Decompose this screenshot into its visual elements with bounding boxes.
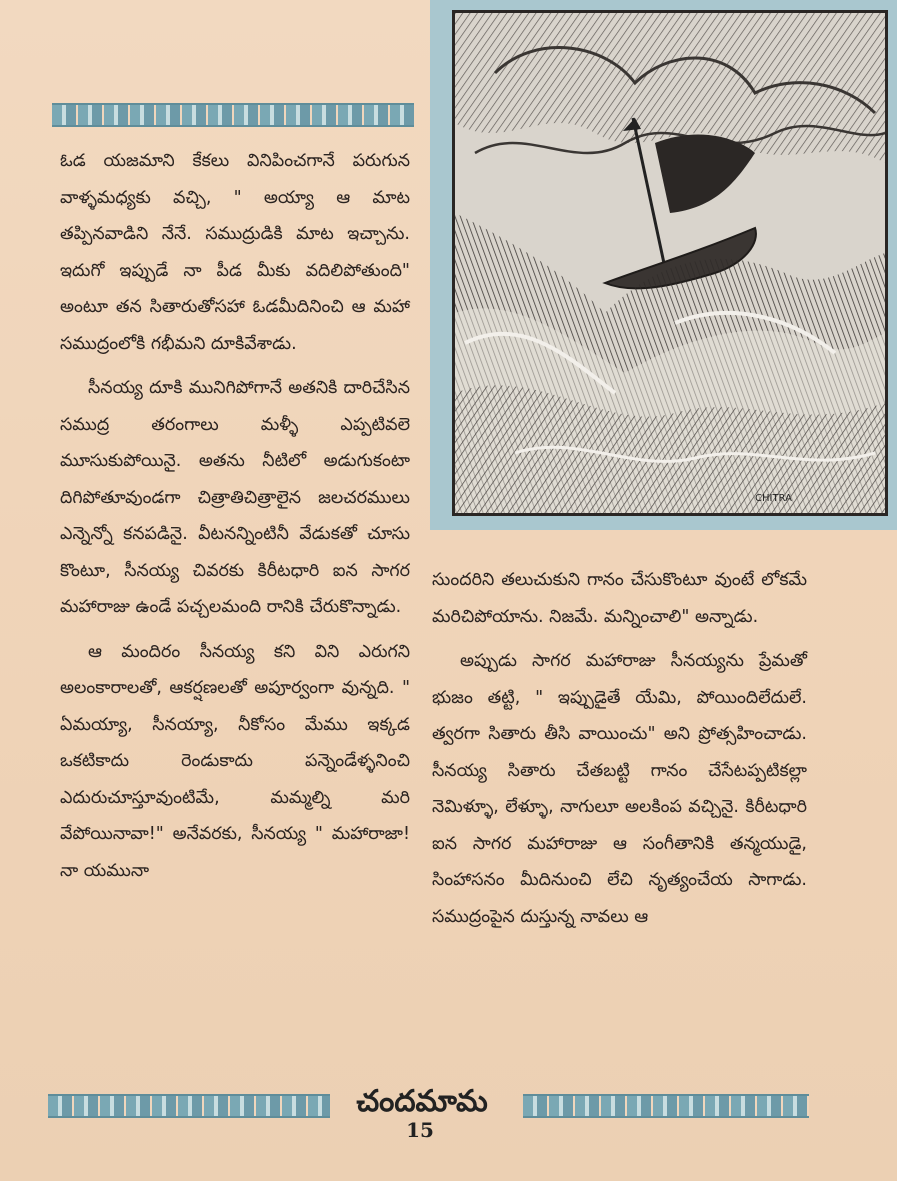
paragraph-4: సుందరిని తలుచుకుని గానం చేసుకొంటూ వుంటే లోకమే మరిచిపోయాను. నిజమే. మన్నించాలి" అన్నాడు.: [432, 570, 807, 627]
footer-border-left: [48, 1094, 330, 1118]
footer-border-right: [523, 1094, 809, 1118]
top-decorative-border: [52, 103, 414, 127]
illustration: [452, 10, 888, 516]
paragraph-2: సీనయ్య దూకి మునిగిపోగానే అతనికి దారిచేసిన సముద్ర తరంగాలు మళ్ళీ ఎప్పటివలె మూసుకుపోయినై. అతను నీటిలో అడుగుకంటా దిగిపోతూవుండగా చిత్రాతిచిత్రాలైన జలచరములు ఎన్నెన్నో కనపడినై. వీటనన్నింటినీ వేడుకతో చూసు కొంటూ, సీనయ్య చివరకు కిరీటధారి ఐన సాగర మహారాజు ఉండే పచ్చలమంది రానికి చేరుకొన్నాడు.: [60, 378, 410, 617]
page-number: 15: [406, 1118, 434, 1142]
paragraph-1: ఓడ యజమాని కేకలు వినిపించగానే పరుగున వాళ్ళమధ్యకు వచ్చి, " అయ్యా ఆ మాట తప్పినవాడిని నేనే. సముద్రుడికి మాట ఇచ్చాను. ఇదుగో ఇప్పుడే నా పీడ మీకు వదిలిపోతుంది" అంటూ తన సితారుతోసహా ఓడమీదినించి ఆ మహా సముద్రంలోకి గభీమని దూకివేశాడు.: [60, 151, 410, 354]
left-text-column: [60, 143, 410, 889]
paragraph-3: ఆ మందిరం సీనయ్య కని విని ఎరుగని అలంకారాలతో, ఆకర్షణలతో అపూర్వంగా వున్నది. " ఏమయ్యా, సీనయ్యా, నీకోసం మేము ఇక్కడ ఒకటికాదు రెండుకాదు పన్నెండేళ్ళనించి ఎదురుచూస్తూవుంటిమే, మమ్మల్ని మరి వేపోయినావా!" అనేవరకు, సీనయ్య " మహారాజా! నా యమునా: [60, 641, 410, 881]
illustration-frame: [430, 0, 897, 530]
illustration-signature: CHITRA: [755, 493, 792, 504]
magazine-title: చందమామ: [356, 1084, 488, 1119]
paragraph-5: అప్పుడు సాగర మహారాజు సీనయ్యను ప్రేమతో భుజం తట్టి, " ఇప్పుడైతే యేమి, పోయిందిలేదులే. త్వరగా సితారు తీసి వాయించు" అని ప్రోత్సహించాడు. సీనయ్య సితారు చేతబట్టి గానం చేసేటప్పటికల్లా నెమిళ్ళూ, లేళ్ళూ, నాగులూ అలకింప వచ్చినై. కిరీటధారి ఐన సాగర మహారాజు ఆ సంగీతానికి తన్మయుడై, సింహాసనం మీదినుంచి లేచి నృత్యంచేయ సాగాడు. సముద్రంపైన దుస్తున్న నావలు ఆ: [432, 651, 807, 927]
right-text-column: [432, 562, 807, 935]
stormy-sea-ship-illustration: [455, 13, 885, 513]
